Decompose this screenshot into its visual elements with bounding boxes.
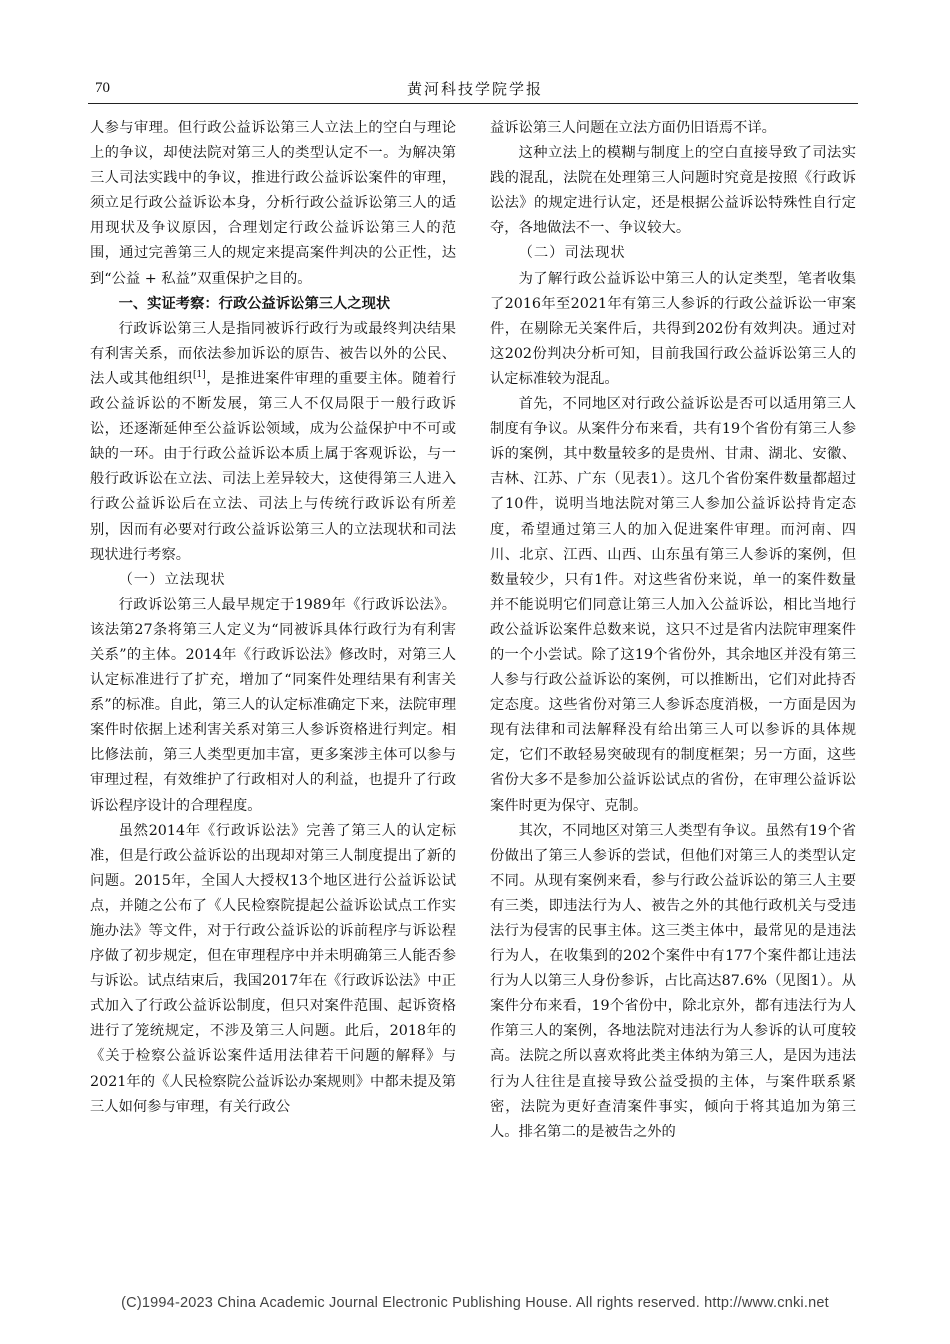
paragraph <box>90 317 456 568</box>
paragraph: 为了解行政公益诉讼中第三人的认定类型，笔者收集了2016年至2021年有第三人参诉的行政公益诉讼一审案件，在剔除无关案件后，共得到202份有效判决。通过对这202份判决分析可知，目前我国行政公益诉讼第三人的认定标准较为混乱。 <box>490 270 856 387</box>
paragraph: 虽然2014年《行政诉讼法》完善了第三人的认定标准，但是行政公益诉讼的出现却对第三人制度提出了新的问题。2015年，全国人大授权13个地区进行公益诉讼试点，并随之公布了《人民检察院提起公益诉讼试点工作实施办法》等文件，对于行政公益诉讼的诉前程序与诉讼程序做了初步规定，但在审理程序中并未明确第三人能否参与诉讼。试点结束后，我国2017年在《行政诉讼法》中正式加入了行政公益诉讼制度，但只对案件范围、起诉资格进行了笼统规定，不涉及第三人问题。此后，2018年的《关于检察公益诉讼案件适用法律若干问题的解释》与2021年的《人民检察院公益诉讼办案规则》中都未提及第三人如何参与审理，有关行政公 <box>90 822 456 1115</box>
copyright-footer: (C)1994-2023 China Academic Journal Electronic Publishing House. All rights reserved. http://www.cnki.net <box>121 1295 829 1311</box>
journal-title: 黄河科技学院学报 <box>406 80 543 98</box>
section-heading: 一、实证考察：行政公益诉讼第三人之现状 <box>118 295 391 312</box>
page-number: 70 <box>95 80 110 96</box>
paragraph: 人参与审理。但行政公益诉讼第三人立法上的空白与理论上的争议，却使法院对第三人的类型认定不一。为解决第三人司法实践中的争议，推进行政公益诉讼案件的审理，须立足行政公益诉讼本身，分析行政公益诉讼第三人的适用现状及争议原因，合理划定行政公益诉讼第三人的范围，通过完善第三人的规定来提高案件判决的公正性，达到“公益 + 私益”双重保护之目的。 <box>90 120 456 287</box>
paragraph: 首先，不同地区对行政公益诉讼是否可以适用第三人制度有争议。从案件分布来看，共有19个省份有第三人参诉的案例，其中数量较多的是贵州、甘肃、湖北、安徽、吉林、江苏、广东（见表1）。这几个省份案件数量都超过了10件，说明当地法院对第三人参加公益诉讼持肯定态度，希望通过第三人的加入促进案件审理。而河南、四川、北京、江西、山西、山东虽有第三人参诉的案例，但数量较少，只有1件。对这些省份来说，单一的案件数量并不能说明它们同意让第三人加入公益诉讼，相比当地行政公益诉讼案件总数来说，这只不过是省内法院审理案件的一个小尝试。除了这19个省份外，其余地区并没有第三人参与行政公益诉讼的案例，可以推断出，它们对此持否定态度。这些省份对第三人参诉态度消极，一方面是因为现有法律和司法解释没有给出第三人可以参诉的具体规定，它们不敢轻易突破现有的制度框架；另一方面，这些省份大多不是参加公益诉讼试点的省份，在审理公益诉讼案件时更为保守、克制。 <box>490 396 856 814</box>
left-column <box>90 116 456 1120</box>
paragraph: 行政诉讼第三人最早规定于1989年《行政诉讼法》。该法第27条将第三人定义为“同被诉具体行政行为有利害关系”的主体。2014年《行政诉讼法》修改时，对第三人认定标准进行了扩充，增加了“同案件处理结果有利害关系”的标准。自此，第三人的认定标准确定下来，法院审理案件时依据上述利害关系对第三人参诉资格进行判定。相比修法前，第三人类型更加丰富，更多案涉主体可以参与审理过程，有效维护了行政相对人的利益，也提升了行政诉讼程序设计的合理程度。 <box>90 596 456 814</box>
right-column <box>490 116 856 1145</box>
paragraph: 这种立法上的模糊与制度上的空白直接导致了司法实践的混乱，法院在处理第三人问题时究竟是按照《行政诉讼法》的规定进行认定，还是根据公益诉讼特殊性自行定夺，各地做法不一、争议较大。 <box>490 145 856 237</box>
subsection-heading: （二）司法现状 <box>518 245 626 262</box>
paragraph: 益诉讼第三人问题在立法方面仍旧语焉不详。 <box>490 120 776 136</box>
paragraph: 其次，不同地区对第三人类型有争议。虽然有19个省份做出了第三人参诉的尝试，但他们对第三人的类型认定不同。从现有案例来看，参与行政公益诉讼的第三人主要有三类，即违法行为人、被告之外的其他行政机关与受违法行为侵害的民事主体。这三类主体中，最常见的是违法行为人，在收集到的202个案件中有177个案件都让违法行为人以第三人身份参诉，占比高达87.6%（见图1）。从案件分布来看，19个省份中，除北京外，都有违法行为人作第三人的案例，各地法院对违法行为人参诉的认可度较高。法院之所以喜欢将此类主体纳为第三人，是因为违法行为人往往是直接导致公益受损的主体，与案件联系紧密，法院为更好查清案件事实，倾向于将其追加为第三人。排名第二的是被告之外的 <box>490 822 856 1140</box>
paragraph-text: 行政诉讼第三人是指同被诉行政行为或最终判决结果有利害关系，而依法参加诉讼的原告、被告以外的公民、法人或其他组织 <box>90 320 456 387</box>
subsection-heading: （一）立法现状 <box>118 571 226 588</box>
header-rule <box>88 103 858 104</box>
paragraph-text: ，是推进案件审理的重要主体。随着行政公益诉讼的不断发展，第三人不仅局限于一般行政诉讼，还逐渐延伸至公益诉讼领域，成为公益保护中不可或缺的一环。由于行政公益诉讼本质上属于客观诉讼，与一般行政诉讼在立法、司法上差异较大，这使得第三人进入行政公益诉讼后在立法、司法上与传统行政诉讼有所差别，因而有必要对行政公益诉讼第三人的立法现状和司法现状进行考察。 <box>90 370 456 563</box>
citation-ref: [1] <box>193 370 206 381</box>
